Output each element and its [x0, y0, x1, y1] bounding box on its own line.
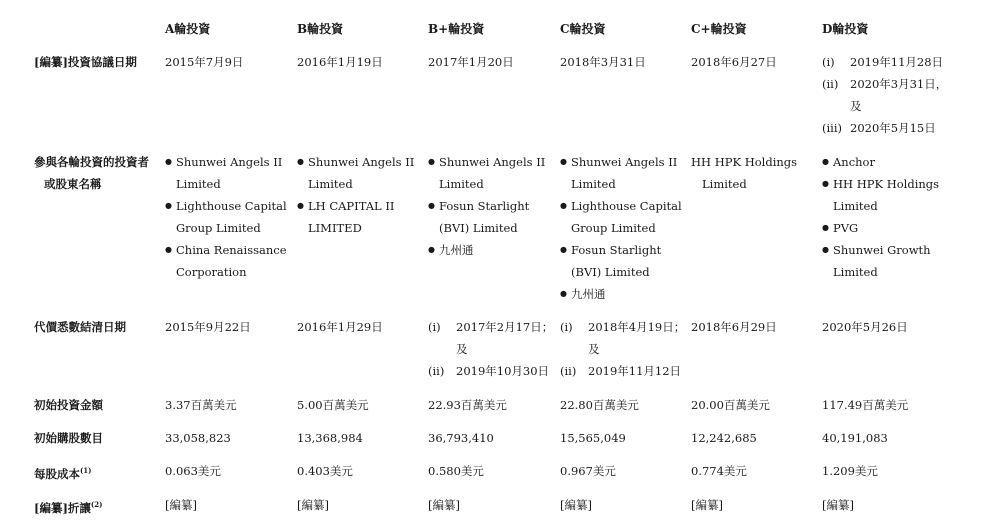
list-item: (i) 2018年4月19日；: [560, 320, 686, 334]
list-item: (iii) 2020年5月15日: [822, 121, 936, 135]
cell-investors-bplus: [428, 151, 545, 261]
list-item: 及: [588, 342, 600, 356]
list-item: (ii) 2019年10月30日: [428, 364, 550, 378]
cell-amount-cplus: 20.00百萬美元: [691, 398, 770, 412]
list-item: Limited: [833, 199, 878, 213]
header-a-round: A輪投資: [165, 22, 211, 36]
list-item: ● Shunwei Angels II: [428, 151, 545, 173]
cell-amount-b: 5.00百萬美元: [297, 398, 369, 412]
cell-investors-cplus: [691, 151, 797, 195]
list-item: ● Shunwei Angels II: [297, 151, 414, 173]
cell-agreement-bplus: 2017年1月20日: [428, 55, 514, 69]
list-item: (ii) 2020年3月31日，: [822, 77, 948, 91]
list-item: (BVI) Limited: [439, 221, 518, 235]
cell-amount-d: 117.49百萬美元: [822, 398, 909, 412]
list-item: ● Shunwei Angels II: [165, 151, 287, 173]
cell-amount-bplus: 22.93百萬美元: [428, 398, 507, 412]
cell-cost-cplus: 0.774美元: [691, 464, 747, 478]
cell-discount-c: [編纂]: [560, 498, 592, 512]
list-item: ● HH HPK Holdings: [822, 173, 939, 195]
cell-investors-b: [297, 151, 414, 239]
cell-amount-a: 3.37百萬美元: [165, 398, 237, 412]
list-item: ● Fosun Starlight: [560, 239, 682, 261]
list-item: ● Shunwei Growth: [822, 239, 939, 261]
list-item: Limited: [308, 177, 353, 191]
list-item: (BVI) Limited: [571, 265, 650, 279]
list-item: ● China Renaissance: [165, 239, 287, 261]
list-item: Limited: [439, 177, 484, 191]
list-item: ● Shunwei Angels II: [560, 151, 682, 173]
cell-cost-d: 1.209美元: [822, 464, 878, 478]
row-label-investors: 參與各輪投資的投資者 或股東名稱: [34, 155, 149, 191]
cell-investors-a: [165, 151, 287, 283]
list-item: Corporation: [176, 265, 247, 279]
cell-agreement-d: [822, 51, 947, 139]
cell-investors-c: [560, 151, 682, 305]
list-item: ● Lighthouse Capital: [165, 195, 287, 217]
row-label-cost-per-share: 每股成本$^{(1)}$: [34, 466, 92, 481]
cell-settlement-a: 2015年9月22日: [165, 320, 251, 334]
list-item: Limited: [176, 177, 221, 191]
header-cplus-round: C+輪投資: [691, 22, 747, 36]
list-item: Group Limited: [571, 221, 656, 235]
row-label-initial-amount: 初始投資金額: [34, 398, 103, 412]
list-item: ● Anchor: [822, 151, 939, 173]
cell-discount-bplus: [編纂]: [428, 498, 460, 512]
cell-cost-bplus: 0.580美元: [428, 464, 484, 478]
cell-amount-c: 22.80百萬美元: [560, 398, 639, 412]
cell-shares-bplus: 36,793,410: [428, 431, 494, 445]
cell-shares-d: 40,191,083: [822, 431, 888, 445]
list-item: 及: [456, 342, 468, 356]
cell-agreement-cplus: 2018年6月27日: [691, 55, 777, 69]
cell-shares-b: 13,368,984: [297, 431, 363, 445]
header-b-round: B輪投資: [297, 22, 344, 36]
cell-settlement-cplus: 2018年6月29日: [691, 320, 777, 334]
header-d-round: D輪投資: [822, 22, 869, 36]
cell-settlement-d: 2020年5月26日: [822, 320, 908, 334]
cell-discount-b: [編纂]: [297, 498, 329, 512]
list-item: Group Limited: [176, 221, 261, 235]
cell-shares-a: 33,058,823: [165, 431, 231, 445]
row-label-agreement-date: [編纂]投資協議日期: [34, 55, 137, 69]
list-item: Limited: [571, 177, 616, 191]
cell-discount-a: [編纂]: [165, 498, 197, 512]
cell-agreement-b: 2016年1月19日: [297, 55, 383, 69]
list-item: 及: [850, 99, 862, 113]
cell-shares-cplus: 12,242,685: [691, 431, 757, 445]
list-item: Limited: [833, 265, 878, 279]
footnote-marker: (1): [80, 466, 92, 475]
list-item: ● Lighthouse Capital: [560, 195, 682, 217]
list-item: (ii) 2019年11月12日: [560, 364, 682, 378]
row-label-initial-shares: 初始購股數目: [34, 431, 103, 445]
cell-shares-c: 15,565,049: [560, 431, 626, 445]
list-item: ● 九州通: [428, 239, 545, 261]
list-item: (i) 2017年2月17日；: [428, 320, 554, 334]
cell-cost-a: 0.063美元: [165, 464, 221, 478]
list-item: Limited: [702, 177, 747, 191]
cell-cost-b: 0.403美元: [297, 464, 353, 478]
list-item: HH HPK Holdings: [691, 155, 798, 169]
list-item: (i) 2019年11月28日: [822, 55, 944, 69]
list-item: ● PVG: [822, 217, 939, 239]
list-item: ● 九州通: [560, 283, 682, 305]
row-label-discount: [編纂]折讓$^{(2)}$: [34, 500, 103, 515]
cell-settlement-bplus: [428, 316, 553, 382]
cell-agreement-a: 2015年7月9日: [165, 55, 244, 69]
header-bplus-round: B+輪投資: [428, 22, 485, 36]
cell-agreement-c: 2018年3月31日: [560, 55, 646, 69]
cell-settlement-c: [560, 316, 685, 382]
cell-cost-c: 0.967美元: [560, 464, 616, 478]
list-item: ● Fosun Starlight: [428, 195, 545, 217]
header-c-round: C輪投資: [560, 22, 606, 36]
list-item: ● LH CAPITAL II: [297, 195, 414, 217]
list-item: LIMITED: [308, 221, 362, 235]
cell-investors-d: [822, 151, 939, 283]
cell-discount-cplus: [編纂]: [691, 498, 723, 512]
row-label-settlement-date: 代價悉數結清日期: [34, 320, 126, 334]
footnote-marker: (2): [90, 500, 103, 509]
cell-settlement-b: 2016年1月29日: [297, 320, 383, 334]
cell-discount-d: [編纂]: [822, 498, 854, 512]
